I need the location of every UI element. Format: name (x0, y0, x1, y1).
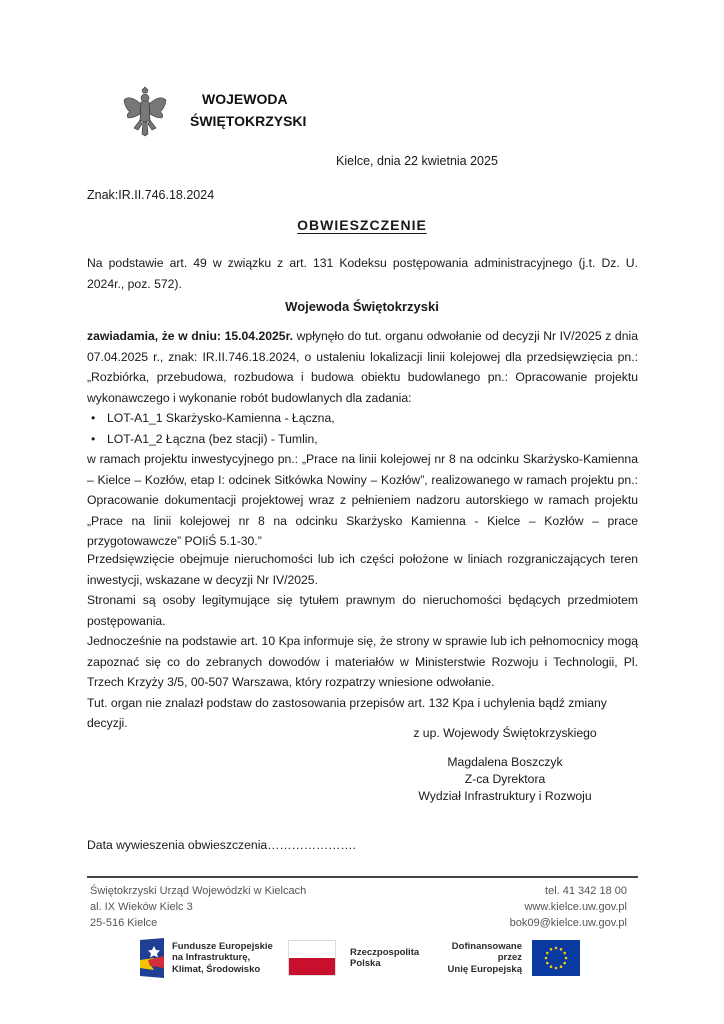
document-title (0, 217, 724, 233)
polish-flag-icon (288, 940, 336, 976)
announcement-paragraph (87, 326, 638, 408)
authority-header (190, 88, 306, 132)
eu-flag-icon (532, 940, 580, 976)
paragraph-conclusion: Tut. organ nie znalazł podstaw do zastosowania przepisów art. 132 Kpa i uchylenia bądź zmiany decyzji. (87, 695, 607, 730)
logo-rzeczpospolita-polska (288, 940, 419, 976)
footer-divider (87, 876, 638, 878)
posting-date-label: Data wywieszenia obwieszczenia…………………. (87, 838, 356, 852)
eu-line1: Dofinansowane przez (451, 940, 522, 964)
footer-website-link[interactable]: www.kielce.uw.gov.pl (524, 901, 627, 913)
fe-line2: na Infrastrukturę, (172, 952, 251, 964)
footer-office: Świętokrzyski Urząd Wojewódzki w Kielcach (90, 885, 307, 897)
footer-phone: tel. 41 342 18 00 (545, 885, 627, 897)
header-title-line1: WOJEWODA (202, 91, 288, 107)
eu-logo-text (425, 941, 522, 976)
footer-address (90, 883, 306, 931)
date-line: Kielce, dnia 22 kwietnia 2025 (336, 154, 498, 168)
fe-logo-text (172, 941, 273, 976)
paragraph-evidence: Jednocześnie na podstawie art. 10 Kpa informuje się, że strony w sprawie lub ich pełnomocnicy mogą zapoznać się co do zebranych dowodów i materiałów w Ministerstwie Rozwoju i Technologii, Pl. Trzech Krzyży 3/5, 00-507 Warszawa, który rozpatrzy wniesione odwołanie. (87, 634, 638, 689)
reference-number: Znak:IR.II.746.18.2024 (87, 188, 215, 202)
eu-line2: Unię Europejską (447, 963, 522, 975)
fe-line3: Klimat, Środowisko (172, 963, 261, 975)
task-list (87, 408, 638, 449)
list-item: • LOT-A1_1 Skarżysko-Kamienna - Łączna, (87, 408, 638, 429)
document-title-text: OBWIESZCZENIE (297, 217, 427, 233)
signature-block (380, 725, 630, 805)
paragraph-parties: Stronami są osoby legitymujące się tytułem prawnym do nieruchomości będących przedmiotem postępowania. (87, 593, 638, 628)
logo-fundusze-europejskie (140, 938, 273, 978)
list-item: • LOT-A1_2 Łączna (bez stacji) - Tumlin, (87, 429, 638, 450)
announcement-text: wpłynęło do tut. organu odwołanie od decyzji Nr IV/2025 z dnia 07.04.2025 r., znak: IR.II.746.18.2024, o ustaleniu lokalizacji linii kolejowej dla przedsięwzięcia pn.: „Rozbiórka, przebudowa, rozbudowa i budowa obiektu budowlanego pn.: Opracowanie projektu wykonawczego i wykonanie robót budowlanych dla zadania: (87, 329, 638, 405)
rp-line2: Polska (350, 958, 381, 969)
project-paragraph: w ramach projektu inwestycyjnego pn.: „Prace na linii kolejowej nr 8 na odcinku Skarżysko-Kamienna – Kielce – Kozłów, etap I: odcinek Sitkówka Nowiny – Kozłów”, realizowanego w ramach projektu pn.: Opracowanie dokumentacji projektowej wraz z pełnieniem nadzoru autorskiego w ramach projektu „Prace na linii kolejowej nr 8 na odcinku Skarżysko Kamienna - Kielce – Kozłów – prace przygotowawcze” POIiŚ 5.1-30.” (87, 452, 638, 548)
signature-name: Magdalena Boszczyk (447, 755, 563, 769)
authority-heading: Wojewoda Świętokrzyski (285, 299, 439, 314)
signature-on-behalf: z up. Wojewody Świętokrzyskiego (413, 726, 597, 740)
footer-email-link[interactable]: bok09@kielce.uw.gov.pl (509, 917, 627, 929)
fe-line1: Fundusze Europejskie (172, 940, 273, 952)
announcement-lead: zawiadamia, że w dniu: 15.04.2025r. (87, 329, 294, 343)
polish-eagle-emblem (122, 86, 168, 138)
footer-city: 25-516 Kielce (90, 917, 158, 929)
funding-logos (140, 938, 580, 982)
signature-department: Wydział Infrastruktury i Rozwoju (418, 789, 592, 803)
body-paragraphs (87, 549, 638, 734)
footer-street: al. IX Wieków Kielc 3 (90, 901, 193, 913)
fe-logo-icon (140, 938, 164, 978)
header-title-line2: ŚWIĘTOKRZYSKI (190, 113, 307, 129)
paragraph-scope: Przedsięwzięcie obejmuje nieruchomości lub ich części położone w liniach rozgraniczających teren inwestycji, wskazane w decyzji Nr IV/2025. (87, 552, 638, 587)
footer-contact (510, 883, 627, 931)
rp-logo-text (350, 947, 419, 970)
signature-position: Z-ca Dyrektora (464, 772, 546, 786)
intro-paragraph: Na podstawie art. 49 w związku z art. 131 Kodeksu postępowania administracyjnego (j.t. Dz. U. 2024r., poz. 572). (87, 256, 638, 291)
logo-eu-funding (425, 940, 580, 976)
rp-line1: Rzeczpospolita (350, 946, 420, 958)
